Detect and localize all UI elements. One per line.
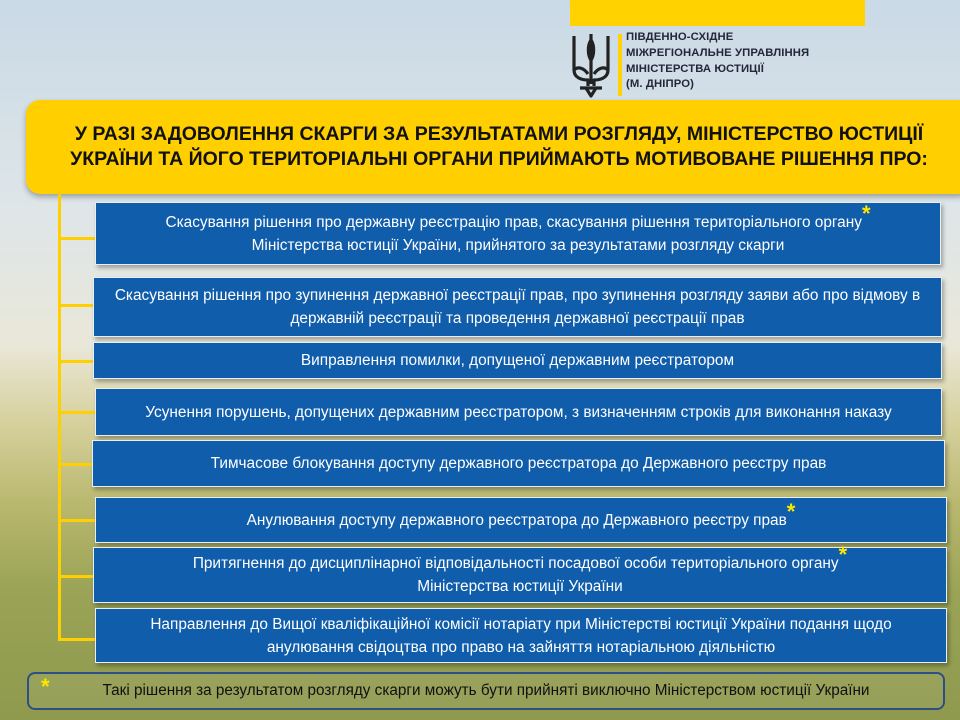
asterisk-marker: * <box>786 498 796 524</box>
logo <box>568 30 848 100</box>
org-line: МІНІСТЕРСТВА ЮСТИЦІЇ <box>626 62 764 75</box>
tree-branch <box>58 237 96 240</box>
tree-branch <box>58 638 96 641</box>
decision-text: Притягнення до дисциплінарної відповідальності посадової особи територіального органу* Міністерства юстиції України <box>192 541 848 595</box>
decision-text: Направлення до Вищої кваліфікаційної комісії нотаріату при Міністерстві юстиції України подання щодо анулювання свідоцтва про право на зайняття нотаріальною діяльністю <box>150 615 892 656</box>
decision-item <box>95 388 942 436</box>
tree-branch <box>58 575 96 578</box>
footnote <box>27 672 945 710</box>
top-accent-bar <box>570 0 865 26</box>
organization-name <box>626 30 809 93</box>
tree-connector <box>58 194 61 640</box>
org-line: (М. ДНІПРО) <box>626 78 694 91</box>
tree-branch <box>58 519 96 522</box>
tree-branch <box>58 463 96 466</box>
decision-item <box>95 608 947 663</box>
decision-text: Скасування рішення про державну реєстрацію прав, скасування рішення територіального органу* Міністерства юстиції України, прийнятого за результатами розгляду скарги <box>165 200 871 254</box>
decision-text: Тимчасове блокування доступу державного реєстратора до Державного реєстру прав <box>210 455 827 472</box>
asterisk-marker: * <box>41 674 50 699</box>
tree-branch <box>58 360 96 363</box>
decision-text: Виправлення помилки, допущеної державним реєстратором <box>300 352 735 369</box>
decision-item <box>95 202 941 265</box>
footnote-text: Такі рішення за результатом розгляду скарги можуть бути прийняті виключно Міністерством юстиції України <box>102 682 870 699</box>
asterisk-marker: * <box>861 200 871 226</box>
decision-item <box>92 440 945 487</box>
decision-item <box>93 541 947 603</box>
org-line: ПІВДЕННО-СХІДНЕ <box>626 31 734 43</box>
heading-banner <box>26 100 960 194</box>
logo-divider <box>618 34 622 96</box>
decision-item <box>93 342 942 379</box>
tree-branch <box>58 304 96 307</box>
heading-text: У РАЗІ ЗАДОВОЛЕННЯ СКАРГИ ЗА РЕЗУЛЬТАТАМИ РОЗГЛЯДУ, МІНІСТЕРСТВО ЮСТИЦІЇ УКРАЇНИ ТА ЙОГО ТЕРИТОРІАЛЬНІ ОРГАНИ ПРИЙМАЮТЬ МОТИВОВАНЕ РІШЕННЯ ПРО: <box>70 123 928 170</box>
decision-text: Анулювання доступу державного реєстратора до Державного реєстру прав* <box>246 498 796 529</box>
decision-text: Усунення порушень, допущених державним реєстратором, з визначенням строків для виконання наказу <box>145 403 892 421</box>
decision-text: Скасування рішення про зупинення державної реєстрації прав, про зупинення розгляду заяви або про відмову в державній реєстрації та проведення державної реєстрації прав <box>114 287 921 327</box>
org-line: МІЖРЕГІОНАЛЬНЕ УПРАВЛІННЯ <box>626 46 810 59</box>
tree-branch <box>58 411 96 414</box>
decision-item <box>93 277 942 337</box>
trident-icon <box>568 30 614 98</box>
asterisk-marker: * <box>838 541 848 567</box>
decision-item <box>95 497 947 543</box>
